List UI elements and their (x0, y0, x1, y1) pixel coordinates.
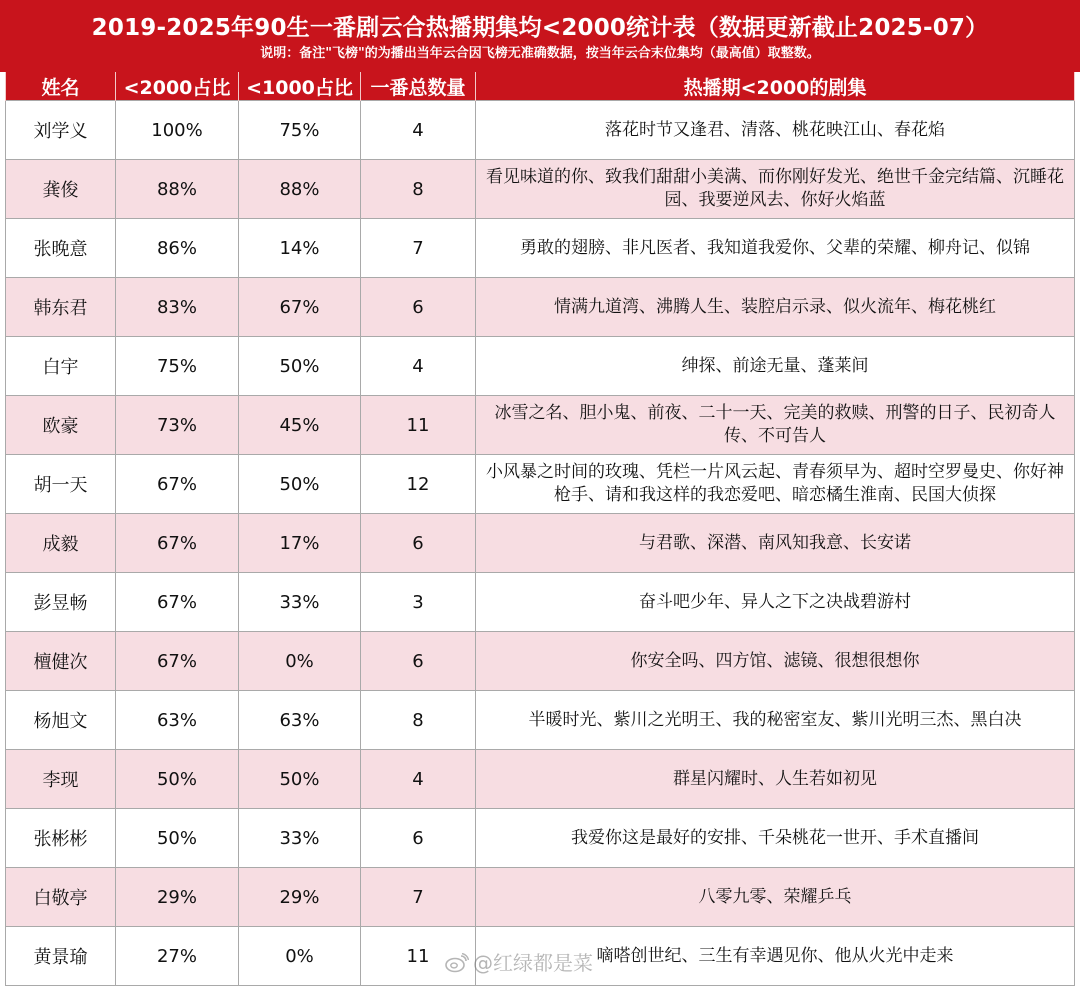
column-header-pct1000: <1000占比 (239, 72, 361, 101)
table-row (6, 514, 1075, 573)
cell-name: 韩东君 (6, 278, 116, 337)
cell-pct2000: 67% (116, 455, 239, 514)
watermark-text: @红绿都是菜 (473, 951, 593, 975)
cell-dramas: 勇敢的翅膀、非凡医者、我知道我爱你、父辈的荣耀、柳舟记、似锦 (476, 219, 1075, 278)
cell-count: 6 (361, 278, 476, 337)
cell-pct1000: 33% (239, 573, 361, 632)
column-header-pct2000: <2000占比 (116, 72, 239, 101)
cell-dramas: 与君歌、深潜、南风知我意、长安诺 (476, 514, 1075, 573)
cell-count: 7 (361, 868, 476, 927)
cell-dramas: 奋斗吧少年、异人之下之决战碧游村 (476, 573, 1075, 632)
table-row (6, 101, 1075, 160)
table-row (6, 219, 1075, 278)
cell-count: 12 (361, 455, 476, 514)
table-row (6, 337, 1075, 396)
cell-pct1000: 14% (239, 219, 361, 278)
cell-name: 龚俊 (6, 160, 116, 219)
page-title: 2019-2025年90生一番剧云合热播期集均<2000统计表（数据更新截止2025-07） (91, 15, 989, 41)
table-row (6, 809, 1075, 868)
cell-pct1000: 50% (239, 337, 361, 396)
cell-dramas: 群星闪耀时、人生若如初见 (476, 750, 1075, 809)
cell-pct1000: 50% (239, 750, 361, 809)
cell-pct2000: 75% (116, 337, 239, 396)
cell-pct2000: 100% (116, 101, 239, 160)
cell-count: 8 (361, 691, 476, 750)
cell-count: 6 (361, 632, 476, 691)
cell-pct1000: 63% (239, 691, 361, 750)
cell-pct2000: 83% (116, 278, 239, 337)
table-row (6, 396, 1075, 455)
cell-dramas: 小风暴之时间的玫瑰、凭栏一片风云起、青春须早为、超时空罗曼史、你好神枪手、请和我这样的我恋爱吧、暗恋橘生淮南、民国大侦探 (476, 455, 1075, 514)
cell-count: 11 (361, 927, 476, 986)
cell-name: 黄景瑜 (6, 927, 116, 986)
cell-name: 成毅 (6, 514, 116, 573)
cell-pct1000: 67% (239, 278, 361, 337)
column-header-name: 姓名 (6, 72, 116, 101)
column-header-count: 一番总数量 (361, 72, 476, 101)
note-text: 说明：备注"飞榜"的为播出当年云合因飞榜无准确数据，按当年云合末位集均（最高值）取整数。 (260, 46, 820, 61)
cell-name: 欧豪 (6, 396, 116, 455)
cell-dramas: 落花时节又逢君、清落、桃花映江山、春花焰 (476, 101, 1075, 160)
weibo-watermark (445, 948, 645, 978)
table-row (6, 455, 1075, 514)
weibo-icon (445, 951, 469, 971)
table-row (6, 573, 1075, 632)
cell-name: 杨旭文 (6, 691, 116, 750)
cell-dramas: 嘀嗒创世纪、三生有幸遇见你、他从火光中走来 (476, 927, 1075, 986)
cell-dramas: 情满九道湾、沸腾人生、装腔启示录、似火流年、梅花桃红 (476, 278, 1075, 337)
cell-pct2000: 88% (116, 160, 239, 219)
cell-pct1000: 17% (239, 514, 361, 573)
cell-name: 张彬彬 (6, 809, 116, 868)
cell-name: 刘学义 (6, 101, 116, 160)
cell-pct1000: 45% (239, 396, 361, 455)
cell-pct1000: 0% (239, 632, 361, 691)
table-row (6, 632, 1075, 691)
cell-count: 8 (361, 160, 476, 219)
cell-count: 6 (361, 809, 476, 868)
cell-pct2000: 27% (116, 927, 239, 986)
cell-name: 张晚意 (6, 219, 116, 278)
cell-count: 7 (361, 219, 476, 278)
cell-pct2000: 67% (116, 632, 239, 691)
table-row (6, 691, 1075, 750)
cell-pct2000: 29% (116, 868, 239, 927)
cell-name: 李现 (6, 750, 116, 809)
cell-dramas: 绅探、前途无量、蓬莱间 (476, 337, 1075, 396)
cell-pct2000: 86% (116, 219, 239, 278)
cell-dramas: 我爱你这是最好的安排、千朵桃花一世开、手术直播间 (476, 809, 1075, 868)
cell-dramas: 看见味道的你、致我们甜甜小美满、而你刚好发光、绝世千金完结篇、沉睡花园、我要逆风去、你好火焰蓝 (476, 160, 1075, 219)
cell-name: 白宇 (6, 337, 116, 396)
cell-dramas: 冰雪之名、胆小鬼、前夜、二十一天、完美的救赎、刑警的日子、民初奇人传、不可告人 (476, 396, 1075, 455)
cell-pct2000: 73% (116, 396, 239, 455)
cell-count: 3 (361, 573, 476, 632)
cell-count: 4 (361, 101, 476, 160)
cell-pct2000: 50% (116, 750, 239, 809)
cell-dramas: 八零九零、荣耀乒乓 (476, 868, 1075, 927)
cell-name: 檀健次 (6, 632, 116, 691)
cell-pct1000: 29% (239, 868, 361, 927)
cell-pct1000: 88% (239, 160, 361, 219)
cell-pct2000: 63% (116, 691, 239, 750)
table-header-row (6, 72, 1075, 101)
cell-name: 彭昱畅 (6, 573, 116, 632)
cell-pct1000: 33% (239, 809, 361, 868)
cell-count: 11 (361, 396, 476, 455)
cell-count: 4 (361, 750, 476, 809)
table-row (6, 160, 1075, 219)
cell-pct1000: 75% (239, 101, 361, 160)
cell-name: 白敬亭 (6, 868, 116, 927)
stats-table (5, 72, 1075, 986)
cell-count: 4 (361, 337, 476, 396)
cell-pct2000: 67% (116, 573, 239, 632)
cell-count: 6 (361, 514, 476, 573)
column-header-dramas: 热播期<2000的剧集 (476, 72, 1075, 101)
cell-name: 胡一天 (6, 455, 116, 514)
cell-dramas: 你安全吗、四方馆、滤镜、很想很想你 (476, 632, 1075, 691)
title-banner (0, 0, 1080, 72)
table-row (6, 750, 1075, 809)
table-row (6, 868, 1075, 927)
cell-pct1000: 50% (239, 455, 361, 514)
cell-pct2000: 67% (116, 514, 239, 573)
cell-dramas: 半暖时光、紫川之光明王、我的秘密室友、紫川光明三杰、黑白决 (476, 691, 1075, 750)
cell-pct1000: 0% (239, 927, 361, 986)
cell-pct2000: 50% (116, 809, 239, 868)
table-row (6, 278, 1075, 337)
